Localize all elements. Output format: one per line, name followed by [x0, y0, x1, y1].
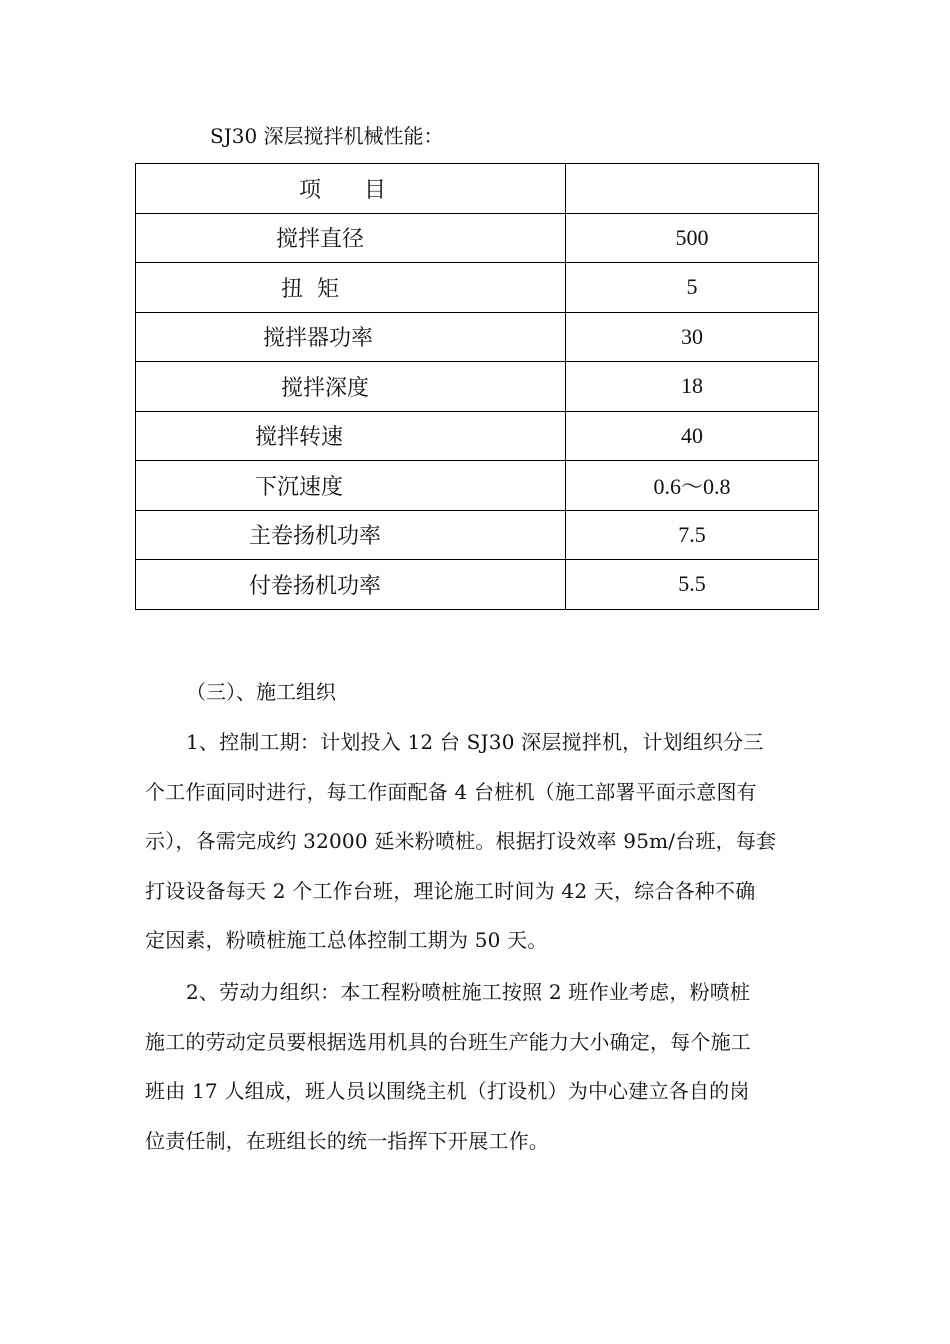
item-label: 主卷扬机功率 — [249, 524, 382, 550]
header-value-cell — [566, 164, 819, 214]
table-row — [136, 411, 819, 461]
item-cell — [136, 312, 566, 362]
table-caption: SJ30 深层搅拌机械性能： — [210, 124, 444, 148]
paragraph-labor — [145, 968, 810, 1166]
table-row — [136, 312, 819, 362]
header-item-cell — [136, 164, 566, 214]
section-heading: （三）、施工组织 — [186, 680, 336, 704]
item-label: 搅拌直径 — [276, 227, 365, 253]
value-cell: 40 — [566, 411, 819, 461]
table-row — [136, 362, 819, 412]
table-row — [136, 560, 819, 610]
item-label: 下沉速度 — [255, 474, 344, 500]
header-item-label: 项 目 — [299, 177, 390, 203]
value-cell: 7.5 — [566, 510, 819, 560]
item-label: 扭 矩 — [281, 276, 339, 302]
paragraph-line: 示），各需完成约 32000 延米粉喷桩。根据打设效率 95m/台班，每套 — [145, 829, 777, 854]
value-cell: 30 — [566, 312, 819, 362]
table-row — [136, 510, 819, 560]
machine-spec-table — [135, 163, 819, 610]
item-label: 搅拌深度 — [281, 375, 370, 401]
paragraph-line: 打设设备每天 2 个工作台班，理论施工时间为 42 天，综合各种不确 — [145, 878, 756, 903]
table-header-row — [136, 164, 819, 214]
table-row — [136, 263, 819, 313]
item-cell — [136, 461, 566, 511]
value-cell: 5 — [566, 263, 819, 313]
table-row — [136, 213, 819, 263]
item-cell — [136, 213, 566, 263]
table-row — [136, 461, 819, 511]
paragraph-line: 班由 17 人组成，班人员以围绕主机（打设机）为中心建立各自的岗 — [145, 1079, 750, 1104]
paragraph-line: 1、控制工期：计划投入 12 台 SJ30 深层搅拌机，计划组织分三 — [186, 730, 764, 754]
paragraph-line: 施工的劳动定员要根据选用机具的台班生产能力大小确定，每个施工 — [145, 1029, 751, 1054]
value-cell: 18 — [566, 362, 819, 412]
item-label: 付卷扬机功率 — [249, 573, 382, 599]
value-cell: 0.6～0.8 — [566, 461, 819, 511]
paragraph-line: 定因素，粉喷桩施工总体控制工期为 50 天。 — [145, 928, 548, 953]
paragraph-line: 2、劳动力组织：本工程粉喷桩施工按照 2 班作业考虑，粉喷桩 — [186, 980, 751, 1004]
item-cell — [136, 263, 566, 313]
paragraph-line: 位责任制，在班组长的统一指挥下开展工作。 — [145, 1128, 549, 1153]
item-cell — [136, 560, 566, 610]
value-cell: 5.5 — [566, 560, 819, 610]
value-cell: 500 — [566, 213, 819, 263]
item-cell — [136, 411, 566, 461]
item-label: 搅拌转速 — [255, 425, 344, 451]
item-cell — [136, 510, 566, 560]
paragraph-line: 个工作面同时进行，每工作面配备 4 台桩机（施工部署平面示意图有 — [145, 779, 757, 804]
paragraph-schedule — [145, 718, 810, 966]
item-label: 搅拌器功率 — [263, 326, 374, 352]
item-cell — [136, 362, 566, 412]
